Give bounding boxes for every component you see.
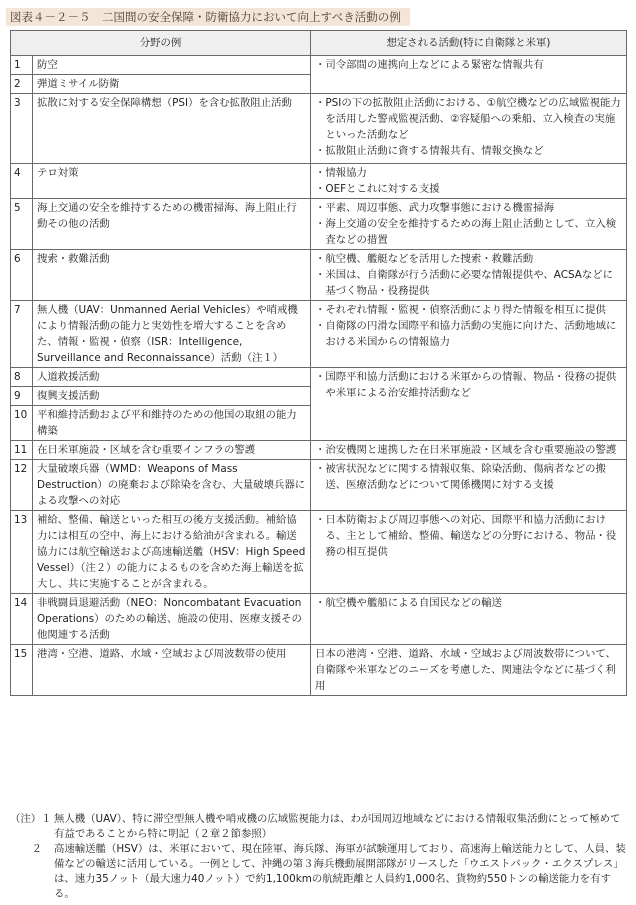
row-number: 4: [11, 164, 33, 199]
row-number: 10: [11, 406, 33, 441]
activity-item: ・ 平素、周辺事態、武力攻撃事態における機雷掃海: [315, 202, 554, 214]
row-number: 5: [11, 199, 33, 250]
field-cell: 復興支援活動: [33, 387, 311, 406]
field-cell: 港湾・空港、道路、水域・空域および周波数帯の使用: [33, 645, 311, 696]
row-number: 3: [11, 94, 33, 164]
row-number: 14: [11, 594, 33, 645]
field-cell: 大量破壊兵器（WMD：Weapons of Mass Destruction）の廃棄および除染を含む、大量破壊兵器による攻撃への対応: [33, 460, 311, 511]
activity-item: ・ 拡散阻止活動に資する情報共有、情報交換など: [315, 145, 544, 157]
row-number: 15: [11, 645, 33, 696]
field-cell: 補給、整備、輸送といった相互の後方支援活動。補給協力には相互の空中、海上における給油が含まれる。輸送協力には航空輸送および高速輸送艦（HSV：High Speed Vessel）（注２）の能力によるものを含めた海上輸送を拡大し、共に実施することが含まれる。: [33, 511, 311, 594]
field-cell: 無人機（UAV：Unmanned Aerial Vehicles）や哨戒機により情報活動の能力と実効性を増大することを含めた、情報・監視・偵察（ISR：Intelligence, Surveillance and Reconnaissance）活動（注１）: [33, 301, 311, 368]
activity-item: ・ 海上交通の安全を維持するための海上阻止活動として、立入検査などの措置: [315, 218, 617, 246]
row-number: 6: [11, 250, 33, 301]
activity-cell: [311, 199, 627, 250]
footnote: [10, 842, 626, 902]
activity-item: ・ 自衛隊の円滑な国際平和協力活動の実施に向けた、活動地域における米国からの情報協力: [315, 320, 617, 348]
table-row: [11, 301, 627, 368]
activity-cell: 日本の港湾・空港、道路、水域・空域および周波数帯について、自衛隊や米軍などのニーズを考慮した、関連法令などに基づく利用: [311, 645, 627, 696]
table-row: [11, 594, 627, 645]
table-header-row: [11, 31, 627, 56]
table-row: [11, 460, 627, 511]
row-number: 8: [11, 368, 33, 387]
activity-cell: [311, 164, 627, 199]
table-row: [11, 199, 627, 250]
footnote-label: ２: [31, 843, 42, 855]
activity-item: ・ 司令部間の連携向上などによる緊密な情報共有: [315, 59, 544, 71]
activity-item: ・ 情報協力: [315, 167, 367, 179]
activity-cell: [311, 250, 627, 301]
activity-cell: [311, 511, 627, 594]
table-row: [11, 250, 627, 301]
row-number: 12: [11, 460, 33, 511]
row-number: 2: [11, 75, 33, 94]
activity-item: ・ 国際平和協力活動における米軍からの情報、物品・役務の提供や米軍による治安維持活動など: [315, 371, 617, 399]
activity-item: ・ それぞれ情報・監視・偵察活動により得た情報を相互に提供: [315, 304, 606, 316]
activity-cell: [311, 441, 627, 460]
activity-item: ・ 航空機、艦艇などを活用した捜索・救難活動: [315, 253, 534, 265]
footnote-label: （注）１: [10, 813, 52, 825]
table-row: [11, 94, 627, 164]
activities-table: [10, 30, 627, 696]
table-row: [11, 164, 627, 199]
activity-item: ・ 航空機や艦船による自国民などの輸送: [315, 597, 503, 609]
field-cell: 拡散に対する安全保障構想（PSI）を含む拡散阻止活動: [33, 94, 311, 164]
activity-item: ・ 被害状況などに関する情報収集、除染活動、傷病者などの搬送、医療活動などについて関係機関に対する支援: [315, 463, 606, 491]
table-row: [11, 511, 627, 594]
activity-cell: [311, 368, 627, 441]
activity-cell: [311, 460, 627, 511]
activity-cell: [311, 94, 627, 164]
footnote: [10, 812, 626, 842]
field-cell: 非戦闘員退避活動（NEO：Noncombatant Evacuation Operations）のための輸送、施設の使用、医療支援その他関連する活動: [33, 594, 311, 645]
table-row: [11, 368, 627, 387]
activity-item: ・ 米国は、自衛隊が行う活動に必要な情報提供や、ACSAなどに基づく物品・役務提供: [315, 269, 614, 297]
row-number: 9: [11, 387, 33, 406]
activity-item: ・ 日本防衛および周辺事態への対応、国際平和協力活動における、主として補給、整備、輸送などの分野における、物品・役務の相互提供: [315, 514, 617, 558]
activity-cell: [311, 301, 627, 368]
activity-item: ・ OEFとこれに対する支援: [315, 183, 440, 195]
activity-item: ・ PSIの下の拡散阻止活動における、①航空機などの広域監視能力を活用した警戒監視活動、②容疑船への乗船、立入検査の実施といった活動など: [315, 97, 621, 141]
table-row: [11, 56, 627, 75]
table-row: [11, 645, 627, 696]
activity-cell: [311, 594, 627, 645]
row-number: 1: [11, 56, 33, 75]
row-number: 7: [11, 301, 33, 368]
footnote-text: 高速輸送艦（HSV）は、米軍において、現在陸軍、海兵隊、海軍が試験運用しており、高速海上輸送能力として、人員、装備などの輸送に活用している。一例として、沖縄の第３海兵機動展開部隊がリースした「ウエストパック・エクスプレス」は、速力35ノット（最大速力40ノット）で約1,100kmの航続距離と人員約1,000名、貨物約550トンの輸送能力を有する。: [54, 843, 626, 900]
field-cell: 在日米軍施設・区域を含む重要インフラの警護: [33, 441, 311, 460]
table-row: [11, 441, 627, 460]
activity-cell: [311, 56, 627, 94]
field-cell: 弾道ミサイル防衛: [33, 75, 311, 94]
row-number: 11: [11, 441, 33, 460]
field-cell: 海上交通の安全を維持するための機雷掃海、海上阻止行動その他の活動: [33, 199, 311, 250]
footnote-text: 無人機（UAV）、特に滞空型無人機や哨戒機の広域監視能力は、わが国周辺地域などにおける情報収集活動にとって極めて有益であることから特に明記（２章２節参照）: [54, 813, 621, 840]
field-cell: 人道救援活動: [33, 368, 311, 387]
field-column-header: 分野の例: [11, 31, 311, 56]
activity-column-header: 想定される活動(特に自衛隊と米軍): [311, 31, 627, 56]
field-cell: 防空: [33, 56, 311, 75]
field-cell: 平和維持活動および平和維持のための他国の取組の能力構築: [33, 406, 311, 441]
footnotes: [10, 812, 626, 902]
field-cell: テロ対策: [33, 164, 311, 199]
figure-title: 図表４－２－５ 二国間の安全保障・防衛協力において向上すべき活動の例: [10, 10, 401, 24]
activity-item: ・ 治安機関と連携した在日米軍施設・区域を含む重要施設の警護: [315, 444, 617, 456]
field-cell: 捜索・救難活動: [33, 250, 311, 301]
row-number: 13: [11, 511, 33, 594]
